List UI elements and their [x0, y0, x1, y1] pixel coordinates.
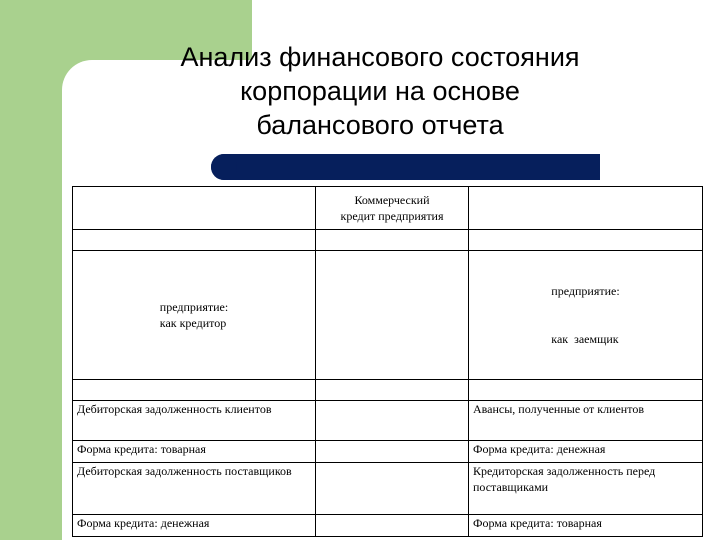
left-cell: Дебиторская задолженность поставщиков	[73, 463, 316, 515]
table-cell	[316, 441, 469, 463]
slide-title	[110, 40, 650, 142]
table-row	[73, 401, 703, 441]
title-underline-bar	[211, 154, 600, 180]
table-cell	[469, 230, 703, 251]
left-role-cell	[73, 251, 316, 380]
right-cell: Форма кредита: товарная	[469, 515, 703, 537]
title-line-3: балансового отчета	[256, 110, 504, 140]
table-cell	[73, 380, 316, 401]
left-role-line-1: предприятие:	[159, 300, 229, 314]
table-cell	[73, 187, 316, 230]
title-line-1: Анализ финансового состояния	[180, 42, 580, 72]
header-line-2: кредит предприятия	[340, 209, 444, 223]
right-cell: Кредиторская задолженность перед поставщиками	[469, 463, 703, 515]
table-row	[73, 251, 703, 380]
right-cell: Форма кредита: денежная	[469, 441, 703, 463]
table-cell	[469, 380, 703, 401]
header-cell	[316, 187, 469, 230]
left-cell: Форма кредита: товарная	[73, 441, 316, 463]
table-row	[73, 441, 703, 463]
table-cell	[469, 187, 703, 230]
left-cell: Форма кредита: денежная	[73, 515, 316, 537]
credit-table	[72, 186, 703, 537]
table-cell	[316, 463, 469, 515]
title-underline-cap	[211, 154, 237, 180]
title-line-2: корпорации на основе	[240, 76, 520, 106]
table-row	[73, 515, 703, 537]
table-cell	[73, 230, 316, 251]
table-row	[73, 230, 703, 251]
right-role-cell	[469, 251, 703, 380]
left-role-line-2: как кредитор	[159, 316, 227, 330]
table-row	[73, 187, 703, 230]
table-cell	[316, 230, 469, 251]
header-line-1: Коммерческий	[354, 193, 430, 207]
table-cell	[316, 401, 469, 441]
table-cell	[316, 251, 469, 380]
table-cell	[316, 380, 469, 401]
right-cell: Авансы, полученные от клиентов	[469, 401, 703, 441]
table-cell	[316, 515, 469, 537]
left-cell: Дебиторская задолженность клиентов	[73, 401, 316, 441]
table-row	[73, 463, 703, 515]
table-row	[73, 380, 703, 401]
right-role-line-1: предприятие:	[551, 284, 620, 298]
right-role-line-2: как заемщик	[551, 332, 619, 346]
